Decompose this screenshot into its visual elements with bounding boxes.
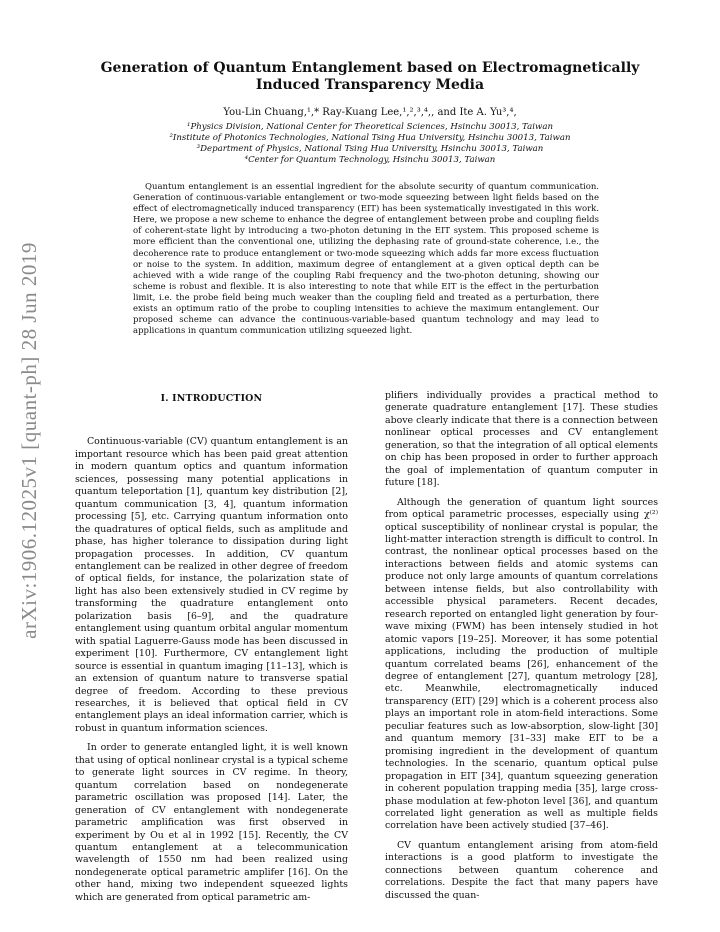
affiliation-1: ¹Physics Division, National Center for Theoretical Sciences, Hsinchu 30013, Taiwan — [187, 122, 553, 132]
abstract: Quantum entanglement is an essential ingredient for the absolute security of quantum communication. Generation of continuous-variable entanglement or two-mode squeezing between light fields based on the effect of electromagnetically induced transparency (EIT) has been systematically investigated in this work. Here, we propose a new scheme to enhance the degree of entanglement between probe and coupling fields of coherent-state light by introducing a two-photon detuning in the EIT system. This proposed scheme is more efficient than the conventional one, utilizing the dephasing rate of ground-state coherence, i.e., the decoherence rate to produce entanglement or two-mode squeezing which adds far more excess fluctuation or noise to the system. In addition, maximum degree of entanglement at a given optical depth can be achieved with a wide range of the coupling Rabi frequency and the two-photon detuning, showing our scheme is robust and flexible. It is also interesting to note that while EIT is the effect in the perturbation limit, i.e. the probe field being much weaker than the coupling field and treated as a perturbation, there exists an optimum ratio of the probe to coupling intensities to achieve the maximum entanglement. Our proposed scheme can advance the continuous-variable-based quantum technology and may lead to applications in quantum communication utilizing squeezed light. — [133, 182, 599, 337]
body-paragraph: plifiers individually provides a practical method to generate quadrature entanglement [17]. These studies above clearly indicate that there is a connection between nonlinear optical processes and CV entanglement generation, so that the integration of all optical elements on chip has been proposed in order to further approach the goal of implementation of quantum computer in future [18]. — [385, 390, 658, 489]
arxiv-identifier: arXiv:1906.12025v1 [quant-ph] 28 Jun 2019 — [16, 241, 41, 639]
body-paragraph: Although the generation of quantum light sources from optical parametric processes, especially using χ⁽²⁾ optical susceptibility of nonlinear crystal is popular, the light-matter interaction strength is difficult to control. In contrast, the nonlinear optical processes based on the interactions between fields and atomic systems can produce not only large amounts of quantum correlations between intense fields, but also controllability with accessible physical parameters. Recent decades, research reported on entangled light generation by four-wave mixing (FWM) has been intensely studied in hot atomic vapors [19–25]. Moreover, it has some potential applications, including the production of multiple quantum correlated beams [26], enhancement of the degree of entanglement [27], quantum metrology [28], etc. Meanwhile, electromagnetically induced transparency (EIT) [29] which is a coherent process also plays an important role in atom-field interactions. Some peculiar features such as low-absorption, slow-light [30] and quantum memory [31–33] make EIT to be a promising ingredient in the development of quantum technologies. In the scenario, quantum optical pulse propagation in EIT [34], quantum squeezing generation in coherent population trapping media [35], large cross-phase modulation at few-photon level [36], and quantum correlated light generation as well as multiple fields correlation have been actively studied [37–46]. — [385, 496, 658, 832]
affiliation-3: ³Department of Physics, National Tsing Hua University, Hsinchu 30013, Taiwan — [196, 144, 544, 154]
body-paragraph: Continuous-variable (CV) quantum entanglement is an important resource which has been paid great attention in modern quantum optics and quantum information sciences, possessing many potential applications in quantum teleportation [1], quantum key distribution [2], quantum communication [3, 4], quantum information processing [5], etc. Carrying quantum information onto the quadratures of optical fields, such as amplitude and phase, has higher tolerance to dissipation during light propagation processes. In addition, CV quantum entanglement can be realized in other degree of freedom of optical fields, for instance, the polarization state of light has also been extensively studied in CV regime by transforming the quadrature entanglement onto polarization basis [6–9], and the quadrature entanglement using quantum orbital angular momentum with spatial Laguerre-Gauss mode has been discussed in experiment [10]. Furthermore, CV entanglement light source is essential in quantum imaging [11–13], which is an extension of quantum nature to transverse spatial degree of freedom. According to these previous researches, it is believed that optical field in CV entanglement plays an ideal information carrier, which is robust in quantum information sciences. — [75, 436, 348, 734]
right-column — [385, 390, 658, 909]
author-list: You-Lin Chuang,¹,* Ray-Kuang Lee,¹,²,³,⁴,, and Ite A. Yu³,⁴, — [223, 107, 517, 118]
body-paragraph: In order to generate entangled light, it is well known that using of optical nonlinear crystal is a typical scheme to generate light sources in CV regime. In theory, quantum correlation based on nondegenerate parametric oscillation was proposed [14]. Later, the generation of CV entanglement with nondegenerate parametric amplification was first observed in experiment by Ou et al in 1992 [15]. Recently, the CV quantum entanglement at a telecommunication wavelength of 1550 nm had been realized using nondegenerate optical parametric amplifer [16]. On the other hand, mixing two independent squeezed lights which are generated from optical parametric am- — [75, 742, 348, 903]
affiliation-4: ⁴Center for Quantum Technology, Hsinchu 30013, Taiwan — [244, 155, 496, 165]
body-paragraph: CV quantum entanglement arising from atom-field interactions is a good platform to investigate the connections between quantum coherence and correlations. Despite the fact that many papers have discussed the quan- — [385, 839, 658, 901]
affiliation-list — [80, 122, 660, 166]
affiliation-2: ²Institute of Photonics Technologies, National Tsing Hua University, Hsinchu 30013, Taiwan — [169, 133, 571, 143]
section-heading: I. INTRODUCTION — [160, 393, 263, 404]
paper-title: Generation of Quantum Entanglement based on Electromagnetically Induced Transparency Media — [100, 60, 640, 93]
arxiv-stamp — [7, 220, 51, 660]
left-column — [75, 393, 348, 911]
